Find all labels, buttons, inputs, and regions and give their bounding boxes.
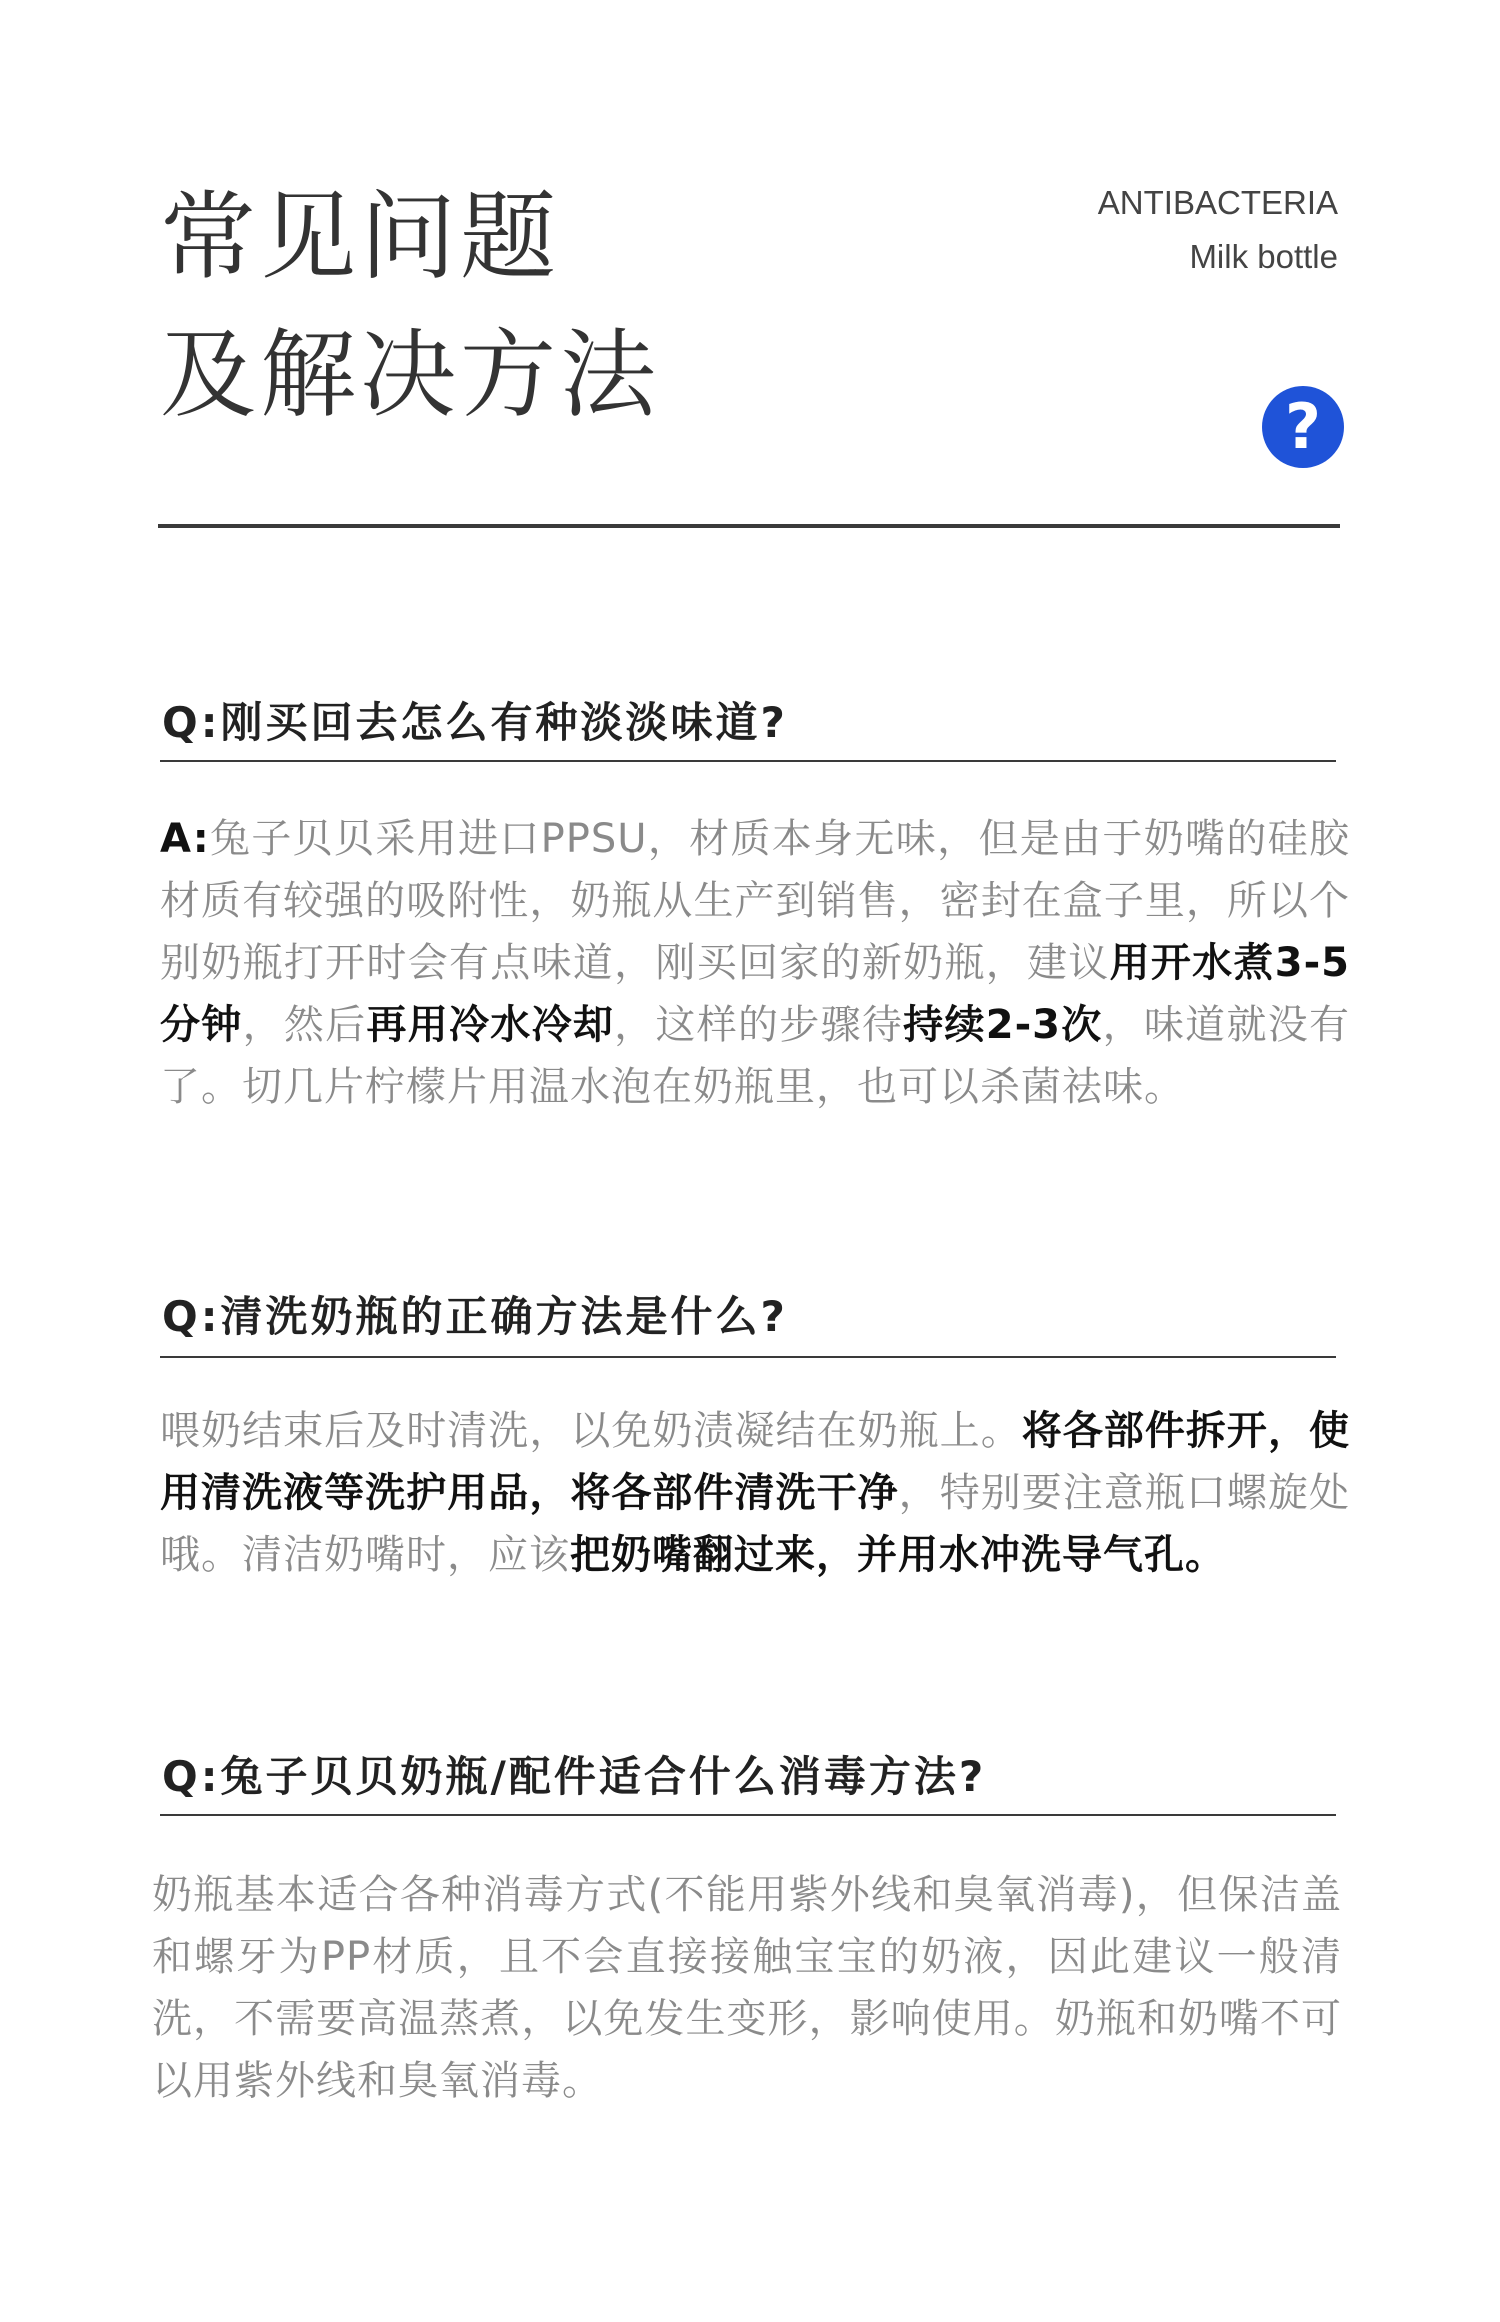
faq-question-1: Q:刚买回去怎么有种淡淡味道?: [162, 698, 788, 747]
answer-text: ，然后: [242, 1002, 367, 1048]
faq-question-3: Q:兔子贝贝奶瓶/配件适合什么消毒方法?: [162, 1752, 987, 1801]
faq-answer-2: [160, 1400, 1350, 1586]
faq-divider-1: [160, 760, 1336, 762]
answer-text: 喂奶结束后及时清洗，以免奶渍凝结在奶瓶上。: [160, 1408, 1022, 1454]
answer-emphasis: 用开水煮3-5分钟: [160, 940, 1351, 1048]
question-circle-icon: [1262, 386, 1344, 468]
answer-emphasis: 持续2-3次: [903, 1002, 1103, 1048]
answer-emphasis: 把奶嘴翻过来，并用水冲洗导气孔。: [570, 1532, 1226, 1578]
answer-prefix: A:: [160, 816, 210, 862]
title-line-2: 及解决方法: [160, 319, 660, 431]
faq-question-2: Q:清洗奶瓶的正确方法是什么?: [162, 1292, 788, 1341]
page-title: [160, 168, 660, 444]
faq-divider-2: [160, 1356, 1336, 1358]
header-divider: [158, 524, 1340, 528]
question-mark: ?: [1285, 390, 1321, 463]
answer-text: ，特别要注意瓶口螺旋处哦。清洁奶嘴时，应该: [160, 1470, 1351, 1578]
answer-text: ，这样的步骤待: [614, 1002, 904, 1048]
subtitle-line-2: Milk bottle: [1189, 238, 1338, 275]
faq-answer-3: [152, 1864, 1342, 2112]
title-line-1: 常见问题: [160, 181, 560, 293]
subtitle-line-1: ANTIBACTERIA: [1097, 184, 1338, 221]
answer-emphasis: 再用冷水冷却: [366, 1002, 615, 1048]
answer-emphasis: 将各部件拆开，使用清洗液等洗护用品，将各部件清洗干净: [160, 1408, 1350, 1516]
answer-text: 奶瓶基本适合各种消毒方式(不能用紫外线和臭氧消毒)，但保洁盖和螺牙为PP材质，且不会直接接触宝宝的奶液，因此建议一般清洗，不需要高温蒸煮，以免发生变形，影响使用。奶瓶和奶嘴不可以用紫外线和臭氧消毒。: [152, 1872, 1342, 2104]
answer-text: ，味道就没有了。切几片柠檬片用温水泡在奶瓶里，也可以杀菌祛味。: [160, 1002, 1351, 1110]
subtitle-block: [1098, 176, 1338, 284]
faq-answer-1: [160, 808, 1350, 1118]
answer-text: 兔子贝贝采用进口PPSU，材质本身无味，但是由于奶嘴的硅胶材质有较强的吸附性，奶瓶从生产到销售，密封在盒子里，所以个别奶瓶打开时会有点味道，刚买回家的新奶瓶，建议: [160, 816, 1350, 986]
faq-divider-3: [160, 1814, 1336, 1816]
